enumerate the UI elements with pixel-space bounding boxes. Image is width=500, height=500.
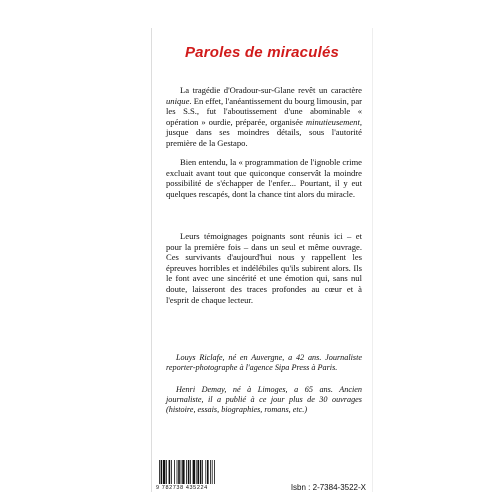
barcode-image: [158, 460, 250, 484]
summary-paragraph-3: Leurs témoignages poignants sont réunis ici – et pour la première fois – dans un seul et même ouvrage. Ces survivants d'aujourd'hui nous y rappellent les épreuves horribles et indélébiles qu'ils subirent alors. Ils le font avec une sincérité et une émotion qui, sans nul doute, laisseront des traces profondes au cœur et à l'esprit de chaque lecteur.: [166, 231, 362, 305]
summary-paragraph-1: [166, 85, 362, 149]
p1-text-italic-b: minutieusement: [305, 116, 360, 127]
book-title: Paroles de miraculés: [184, 44, 340, 61]
summary-paragraph-2: Bien entendu, la « programmation de l'ignoble crime excluait avant tout que quiconque conservât la moindre possibilité de s'échapper de l'enfer... Pourtant, il y eut quelques rescapés, dont la chance tint alors du miracle.: [166, 157, 362, 199]
barcode-number: 9 782738 435224: [156, 485, 208, 491]
p1-text-c: , jusque dans ses moindres détails, sous l'autorité première de la Gestapo.: [166, 116, 362, 148]
p1-text-italic-a: unique: [166, 95, 190, 106]
isbn-label: Isbn : 2-7384-3522-X: [290, 483, 366, 492]
author-bio-1: Louys Riclafe, né en Auvergne, a 42 ans. Journaliste reporter-photographe à l'agence Sipa Press à Paris.: [166, 353, 362, 373]
p1-text-b: . En effet, l'anéantissement du bourg limousin, par les S.S., fut l'aboutissement d'une abominable « opération » ourdie, préparée, organisée: [166, 95, 362, 127]
book-back-cover: [151, 28, 373, 492]
author-bio-2: Henri Demay, né à Limoges, a 65 ans. Ancien journaliste, il a publié à ce jour plus de 30 ouvrages (histoire, essais, biographies, romans, etc.): [166, 385, 362, 415]
p1-text-a: La tragédie d'Oradour-sur-Glane revêt un caractère: [180, 85, 362, 95]
